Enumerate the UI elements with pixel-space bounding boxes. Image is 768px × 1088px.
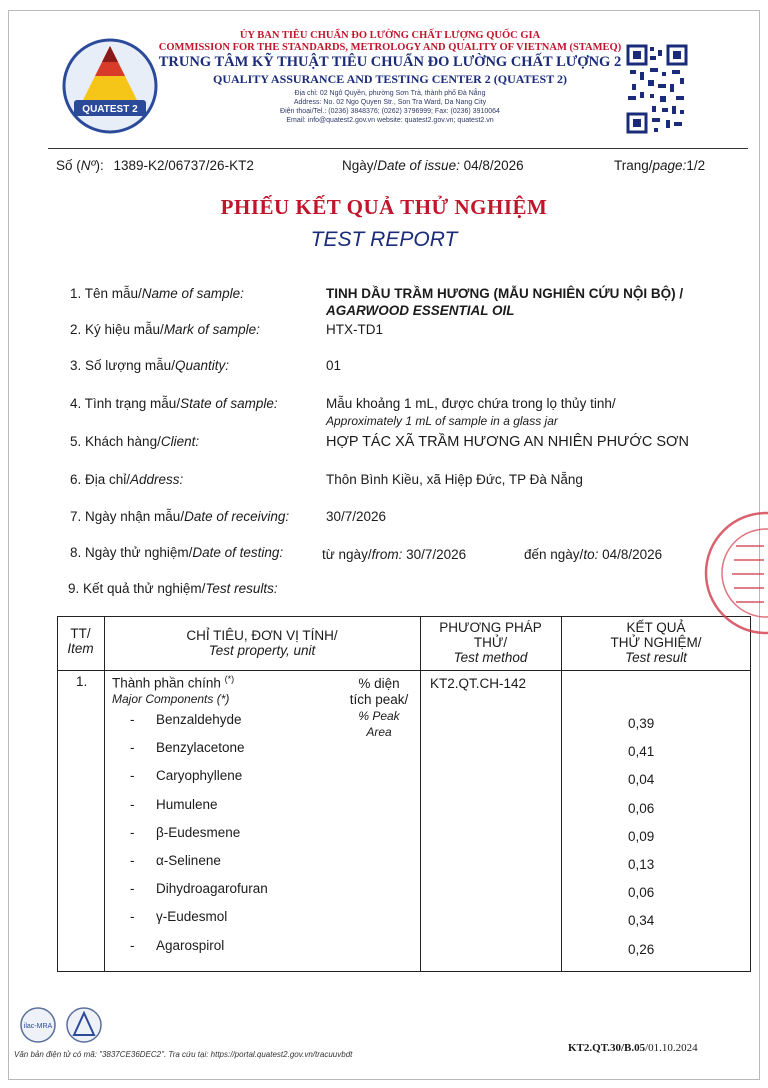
field-testing-to: đến ngày/to: 04/8/2026 (524, 547, 663, 562)
field-state-value-en: Approximately 1 mL of sample in a glass jar (326, 414, 558, 428)
header-line3: TRUNG TÂM KỸ THUẬT TIÊU CHUẨN ĐO LƯỜNG CHẤT LƯỢNG 2 (158, 54, 622, 70)
component-value: 0,06 (628, 885, 655, 900)
row-number: 1. (76, 674, 88, 689)
component-name: α-Selinene (156, 853, 221, 868)
th-property: CHỈ TIÊU, ĐƠN VỊ TÍNH/ Test property, unit (186, 628, 338, 658)
component-name: Humulene (156, 797, 218, 812)
component-name: Benzaldehyde (156, 712, 242, 727)
header-divider (48, 148, 748, 149)
header-phone: Điện thoại/Tel.: (0236) 3848376; (0262) 3796999; Fax: (0236) 3910064 (280, 108, 500, 115)
component-value: 0,09 (628, 829, 655, 844)
ilac-logo-text: ilac-MRA (23, 1023, 53, 1030)
component-dash: - (130, 938, 135, 953)
field-state-value-vn: Mẫu khoảng 1 mL, được chứa trong lọ thủy tinh/ (326, 396, 616, 411)
qr-code-icon (626, 44, 688, 134)
footer-verification: Văn bản điện tử có mã: "3837CE36DEC2". Tra cứu tại: https://portal.quatest2.gov.vn/tracuuvbdt (14, 1050, 353, 1059)
header-line2: COMMISSION FOR THE STANDARDS, METROLOGY AND QUALITY OF VIETNAM (STAMEQ) (158, 42, 622, 53)
group-label-en: Major Components (*) (112, 692, 230, 706)
unit-cell: % diện tích peak/ % Peak Area (349, 676, 409, 739)
field-name-value-en: AGARWOOD ESSENTIAL OIL (326, 303, 515, 318)
field-quantity-value: 01 (326, 358, 342, 373)
field-address-value: Thôn Bình Kiều, xã Hiệp Đức, TP Đà Nẵng (326, 472, 583, 487)
header-line4: QUALITY ASSURANCE AND TESTING CENTER 2 (QUATEST 2) (213, 72, 567, 86)
field-results-label: 9. Kết quả thử nghiệm/Test results: (68, 581, 278, 596)
component-dash: - (130, 712, 135, 727)
component-dash: - (130, 740, 135, 755)
method-value: KT2.QT.CH-142 (430, 676, 527, 691)
date-of-issue: Ngày/Date of issue: 04/8/2026 (342, 158, 524, 173)
field-client-label: 5. Khách hàng/Client: (70, 434, 200, 449)
field-client-value: HỢP TÁC XÃ TRẦM HƯƠNG AN NHIÊN PHƯỚC SƠN (326, 434, 689, 450)
field-address-label: 6. Địa chỉ/Address: (70, 472, 184, 487)
th-item: TT/ Item (67, 626, 94, 656)
field-quantity-label: 3. Số lượng mẫu/Quantity: (70, 358, 229, 373)
header-email: Email: info@quatest2.gov.vn website: quatest2.gov.vn; quatest2.vn (286, 117, 494, 124)
header-address-en: Address: No. 02 Ngo Quyen Str., Son Tra Ward, Da Nang City (293, 99, 487, 106)
component-value: 0,04 (628, 772, 655, 787)
field-receiving-value: 30/7/2026 (326, 509, 387, 524)
component-dash: - (130, 909, 135, 924)
component-value: 0,34 (628, 913, 655, 928)
quatest-logo (60, 36, 160, 136)
component-value: 0,06 (628, 801, 655, 816)
header-address-vn: Địa chỉ: 02 Ngô Quyền, phường Sơn Trà, thành phố Đà Nẵng (294, 90, 486, 97)
official-stamp (700, 508, 768, 638)
title-en: TEST REPORT (310, 228, 458, 251)
component-name: β-Eudesmene (156, 825, 241, 840)
th-method: PHƯƠNG PHÁP THỬ/ Test method (439, 620, 542, 665)
table-header-divider (57, 670, 751, 671)
component-name: Agarospirol (156, 938, 225, 953)
component-value: 0,26 (628, 942, 655, 957)
field-receiving-label: 7. Ngày nhận mẫu/Date of receiving: (70, 509, 290, 524)
group-label-vn: Thành phần chính (*) (112, 674, 235, 691)
component-value: 0,41 (628, 744, 655, 759)
component-dash: - (130, 768, 135, 783)
component-dash: - (130, 825, 135, 840)
field-testing-from: từ ngày/from: 30/7/2026 (322, 547, 467, 562)
component-dash: - (130, 797, 135, 812)
component-name: Caryophyllene (156, 768, 243, 783)
title-vn: PHIẾU KẾT QUẢ THỬ NGHIỆM (220, 195, 548, 219)
component-name: Dihydroagarofuran (156, 881, 268, 896)
field-state-label: 4. Tình trạng mẫu/State of sample: (70, 396, 278, 411)
component-name: γ-Eudesmol (156, 909, 228, 924)
footer-form-code: KT2.QT.30/B.05/01.10.2024 (568, 1042, 698, 1054)
field-mark-label: 2. Ký hiệu mẫu/Mark of sample: (70, 322, 260, 337)
th-result: KẾT QUẢ THỬ NGHIỆM/ Test result (610, 620, 702, 665)
component-dash: - (130, 853, 135, 868)
page-number: Trang/page:1/2 (614, 158, 706, 173)
logo-text: QUATEST 2 (82, 104, 138, 115)
field-name-label: 1. Tên mẫu/Name of sample: (70, 286, 244, 301)
component-dash: - (130, 881, 135, 896)
component-value: 0,13 (628, 857, 655, 872)
field-name-value-vn: TINH DẦU TRẦM HƯƠNG (MẪU NGHIÊN CỨU NỘI BỘ) / (326, 286, 684, 301)
accreditation-logos (18, 1005, 108, 1045)
component-name: Benzylacetone (156, 740, 245, 755)
header-line1: ỦY BAN TIÊU CHUẨN ĐO LƯỜNG CHẤT LƯỢNG QUỐC GIA (239, 30, 541, 41)
field-testing-label: 8. Ngày thử nghiệm/Date of testing: (70, 545, 284, 560)
header-block (150, 30, 630, 125)
field-mark-value: HTX-TD1 (326, 322, 383, 337)
report-number: Số (Nº): 1389-K2/06737/26-KT2 (56, 158, 254, 173)
component-value: 0,39 (628, 716, 655, 731)
